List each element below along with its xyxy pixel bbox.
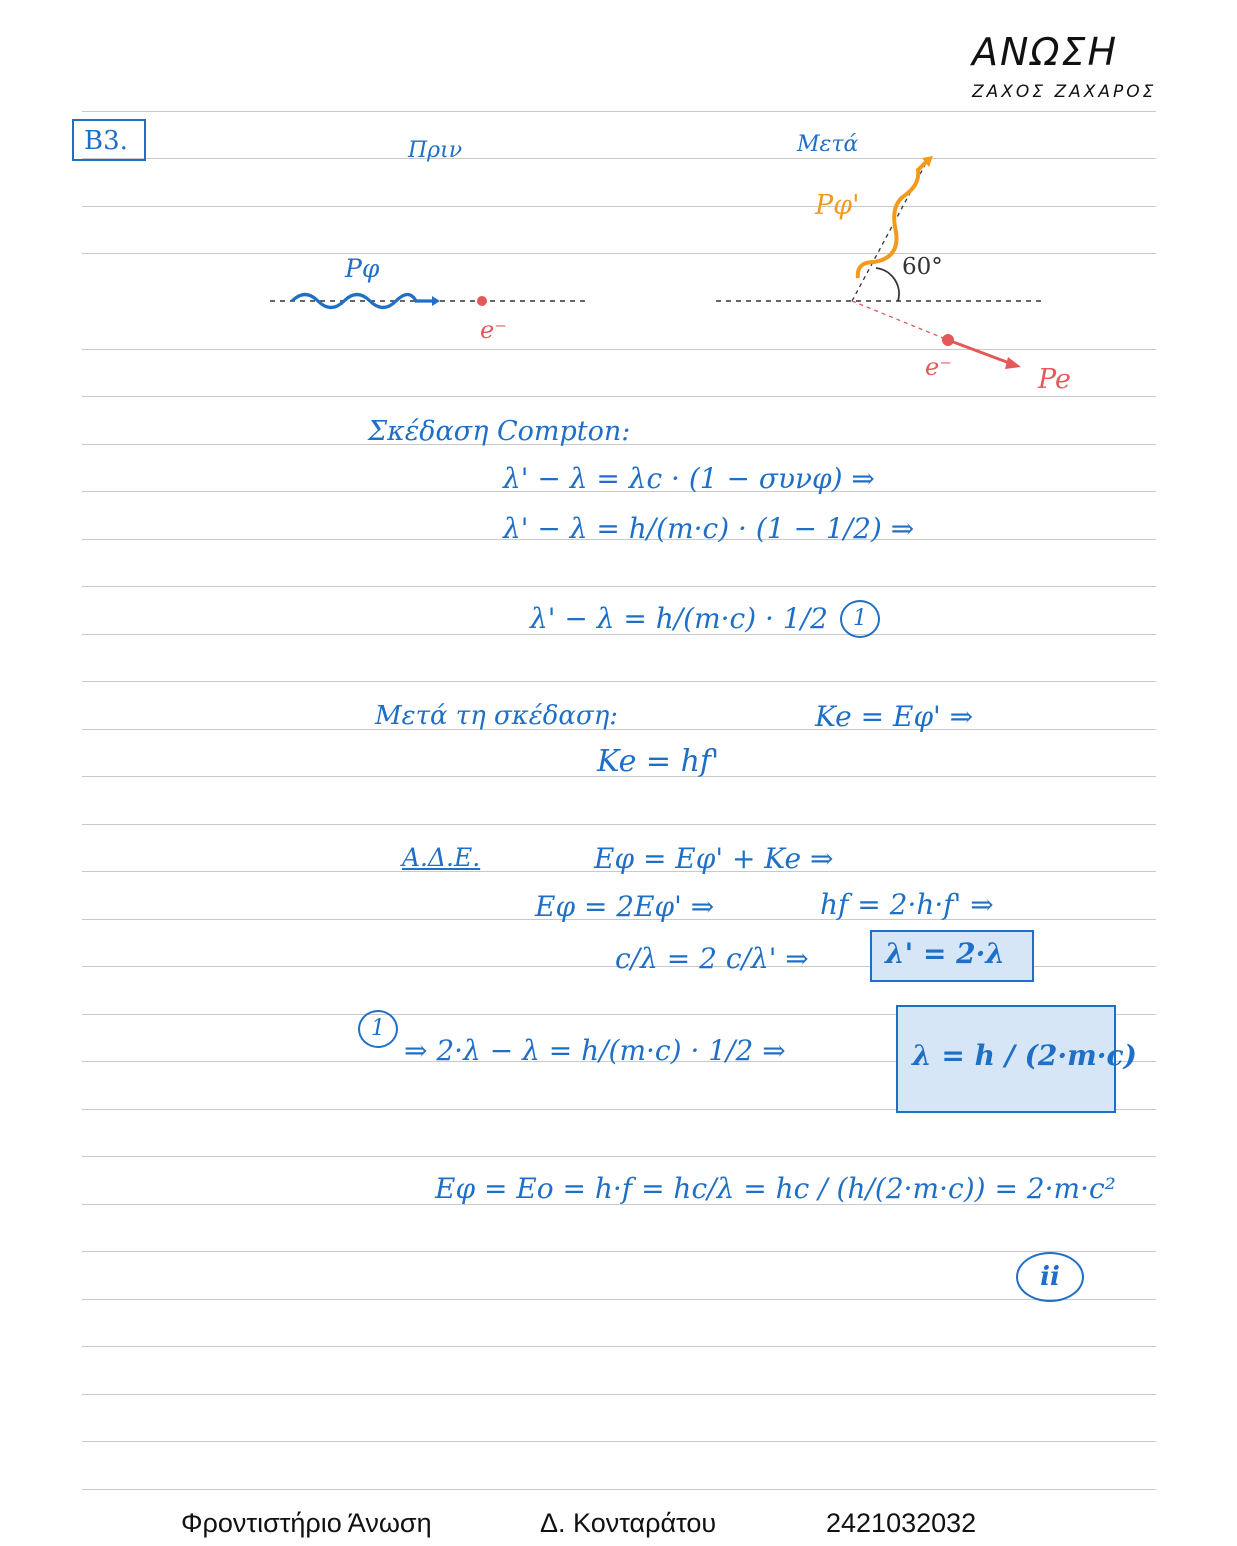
rule-line bbox=[82, 729, 1156, 730]
reference-circle-1-text: 1 bbox=[371, 1016, 385, 1041]
rule-line bbox=[82, 1394, 1156, 1395]
footer-teacher: Δ. Κονταράτου bbox=[540, 1508, 717, 1538]
compton-diagram bbox=[0, 0, 1237, 420]
energy-conservation-eq3: c/λ = 2 c/λ' ⇒ bbox=[615, 942, 809, 975]
rule-line bbox=[82, 1346, 1156, 1347]
electron-momentum-arrow bbox=[948, 340, 1012, 364]
kinetic-energy-equation: Ke = Eφ' ⇒ bbox=[815, 700, 974, 733]
equation-1: λ' − λ = λc · (1 − συνφ) ⇒ bbox=[503, 462, 875, 495]
rule-line bbox=[82, 586, 1156, 587]
electron-after-label: e⁻ bbox=[925, 353, 952, 381]
rule-line bbox=[82, 1251, 1156, 1252]
equation-3-ref bbox=[840, 600, 880, 638]
electron-before-dot bbox=[477, 296, 487, 306]
electron-before-label: e⁻ bbox=[480, 316, 507, 344]
rule-line bbox=[82, 1489, 1156, 1490]
after-scattering-heading: Μετά τη σκέδαση: bbox=[375, 701, 619, 731]
derivation-equation: ⇒ 2·λ − λ = h/(m·c) · 1/2 ⇒ bbox=[404, 1034, 786, 1067]
photon-before-label: Pφ bbox=[345, 254, 380, 283]
energy-conservation-eq2-right: hf = 2·h·f' ⇒ bbox=[820, 888, 994, 921]
reference-circle-1 bbox=[358, 1010, 398, 1048]
logo-title: ΑΝΩΣΗ bbox=[972, 30, 1119, 74]
section-label-text: B3. bbox=[84, 126, 128, 156]
result-box-2-text: λ = h / (2·m·c) bbox=[912, 1039, 1137, 1072]
equation-3: λ' − λ = h/(m·c) · 1/2 bbox=[530, 602, 828, 635]
rule-line bbox=[82, 1299, 1156, 1300]
angle-arc bbox=[876, 268, 899, 301]
answer-text: ii bbox=[1040, 1262, 1060, 1292]
before-label: Πριν bbox=[408, 138, 463, 163]
incident-photon-arrowhead bbox=[432, 296, 440, 306]
rule-line bbox=[82, 824, 1156, 825]
rule-line bbox=[82, 1156, 1156, 1157]
compton-heading: Σκέδαση Compton: bbox=[368, 416, 631, 447]
photon-after-label: Pφ' bbox=[815, 190, 860, 221]
energy-conservation-eq1: Eφ = Eφ' + Ke ⇒ bbox=[594, 842, 834, 875]
footer-phone: 2421032032 bbox=[826, 1508, 977, 1538]
after-label: Μετά bbox=[797, 132, 859, 157]
electron-direction-line bbox=[852, 301, 948, 340]
footer-school: Φροντιστήριο Άνωση bbox=[181, 1508, 432, 1538]
angle-label: 60° bbox=[902, 254, 943, 280]
energy-conservation-label: Α.Δ.Ε. bbox=[402, 843, 481, 872]
kinetic-energy-result: Ke = hf' bbox=[597, 744, 720, 779]
energy-conservation-eq2: Eφ = 2Eφ' ⇒ bbox=[535, 890, 715, 923]
electron-momentum-arrowhead bbox=[1005, 357, 1021, 369]
logo-subtitle: ΖΑΧΟΣ ΖΑΧΑΡΟΣ bbox=[972, 82, 1157, 102]
equation-2: λ' − λ = h/(m·c) · (1 − 1/2) ⇒ bbox=[503, 512, 915, 545]
answer-ellipse bbox=[1016, 1252, 1084, 1302]
photon-energy-equation: Eφ = Eo = h·f = hc/λ = hc / (h/(2·m·c)) = 2·m·c² bbox=[435, 1172, 1116, 1205]
rule-line bbox=[82, 681, 1156, 682]
equation-3-ref-text: 1 bbox=[853, 606, 867, 631]
result-box-1-text: λ' = 2·λ bbox=[885, 937, 1006, 970]
electron-momentum-label: Pe bbox=[1038, 364, 1071, 395]
rule-line bbox=[82, 1441, 1156, 1442]
